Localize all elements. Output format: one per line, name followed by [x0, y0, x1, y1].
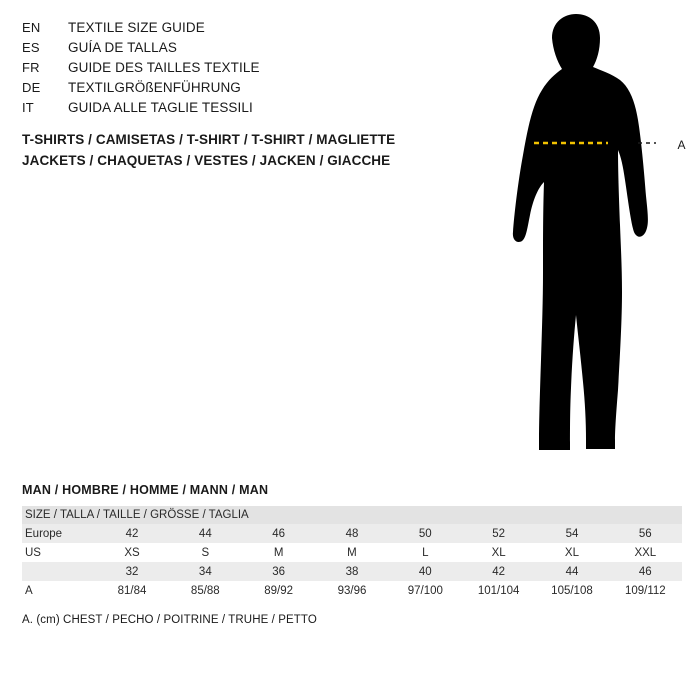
cell: 36 — [242, 562, 315, 581]
cell: M — [315, 543, 388, 562]
category-block — [22, 129, 492, 171]
table-section-title: MAN / HOMBRE / HOMME / MANN / MAN — [22, 483, 269, 497]
cell: 42 — [95, 524, 168, 543]
cell: 38 — [315, 562, 388, 581]
cell: 46 — [242, 524, 315, 543]
cell: 42 — [462, 562, 535, 581]
cell: 81/84 — [95, 581, 168, 600]
cell: XL — [535, 543, 608, 562]
cell: 54 — [535, 524, 608, 543]
cell: 50 — [389, 524, 462, 543]
cell: 89/92 — [242, 581, 315, 600]
cell: 93/96 — [315, 581, 388, 600]
cell: XXL — [609, 543, 682, 562]
cell: 101/104 — [462, 581, 535, 600]
language-title: TEXTILGRÖßENFÜHRUNG — [68, 80, 241, 95]
language-title: GUIDA ALLE TAGLIE TESSILI — [68, 100, 253, 115]
cell: 105/108 — [535, 581, 608, 600]
cell: S — [169, 543, 242, 562]
table-row — [22, 562, 682, 581]
cell: 48 — [315, 524, 388, 543]
cell: 85/88 — [169, 581, 242, 600]
cell: L — [389, 543, 462, 562]
language-header-block — [22, 18, 442, 118]
cell: 32 — [95, 562, 168, 581]
language-title: GUIDE DES TAILLES TEXTILE — [68, 60, 260, 75]
silhouette-svg — [460, 10, 690, 470]
table-row — [22, 543, 682, 562]
language-row — [22, 58, 442, 78]
language-row — [22, 38, 442, 58]
language-row — [22, 98, 442, 118]
language-title: TEXTILE SIZE GUIDE — [68, 20, 205, 35]
language-code: ES — [22, 40, 40, 55]
language-row — [22, 18, 442, 38]
language-title: GUÍA DE TALLAS — [68, 40, 177, 55]
table-row — [22, 581, 682, 600]
cell: 44 — [535, 562, 608, 581]
cell: 109/112 — [609, 581, 682, 600]
cell: 44 — [169, 524, 242, 543]
row-label — [22, 562, 95, 581]
table-row — [22, 524, 682, 543]
male-silhouette-figure — [460, 10, 690, 470]
cell: XS — [95, 543, 168, 562]
table-header-row — [22, 506, 682, 524]
row-label: Europe — [22, 524, 95, 543]
cell: XL — [462, 543, 535, 562]
language-code: IT — [22, 100, 34, 115]
row-label: US — [22, 543, 95, 562]
category-line-tshirts: T-SHIRTS / CAMISETAS / T-SHIRT / T-SHIRT / MAGLIETTE — [22, 132, 396, 147]
table-header-label: SIZE / TALLA / TAILLE / GRÖSSE / TAGLIA — [22, 506, 682, 524]
cell: 46 — [609, 562, 682, 581]
size-table — [22, 506, 682, 600]
cell: 52 — [462, 524, 535, 543]
language-code: DE — [22, 80, 41, 95]
cell: 56 — [609, 524, 682, 543]
cell: 34 — [169, 562, 242, 581]
cell: M — [242, 543, 315, 562]
language-row — [22, 78, 442, 98]
language-code: EN — [22, 20, 41, 35]
language-code: FR — [22, 60, 40, 75]
measure-label-a: A — [677, 138, 686, 152]
row-label: A — [22, 581, 95, 600]
table-footnote: A. (cm) CHEST / PECHO / POITRINE / TRUHE / PETTO — [22, 614, 317, 626]
category-line-jackets: JACKETS / CHAQUETAS / VESTES / JACKEN / GIACCHE — [22, 153, 391, 168]
size-table-area — [22, 483, 682, 626]
cell: 40 — [389, 562, 462, 581]
cell: 97/100 — [389, 581, 462, 600]
male-body-silhouette — [513, 14, 648, 450]
